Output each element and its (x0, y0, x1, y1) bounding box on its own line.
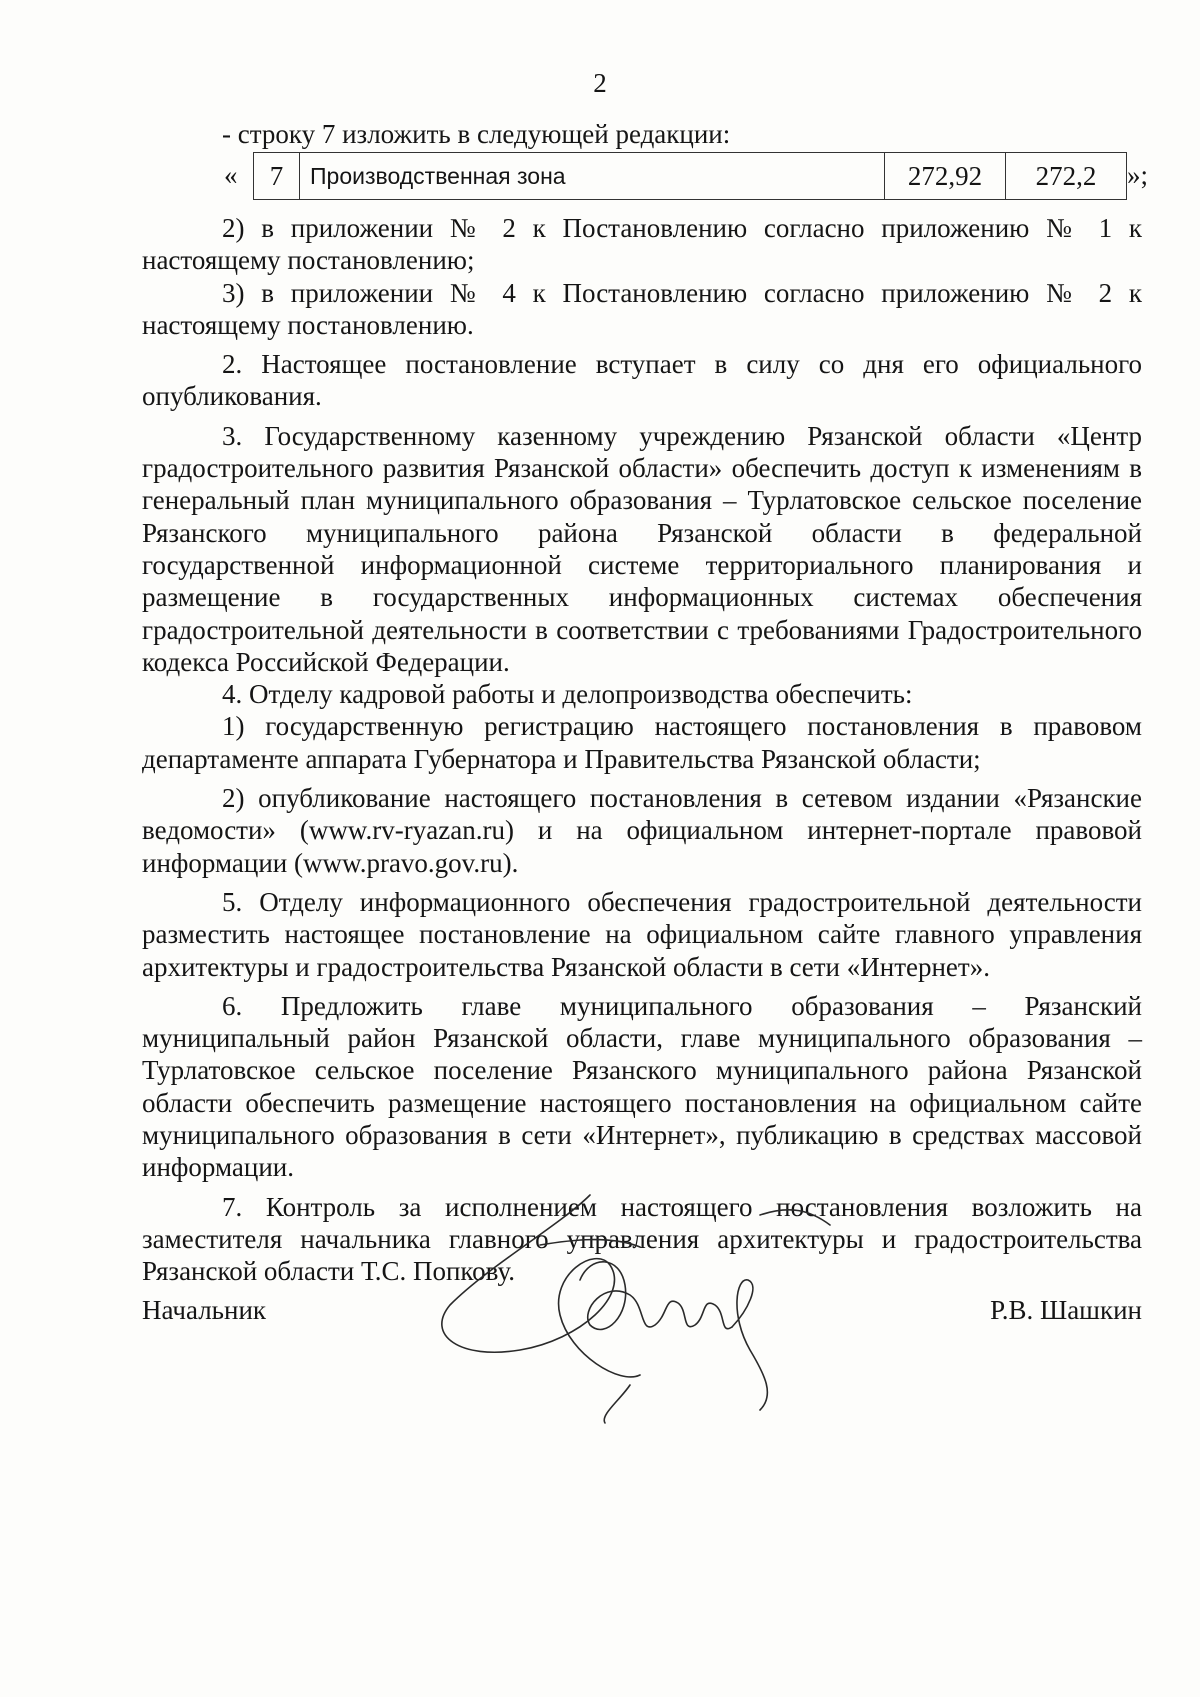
paragraph-2: 2. Настоящее постановление вступает в силу со дня его официального опубликования. (142, 349, 1142, 412)
zone-table (253, 152, 1127, 200)
page-number: 2 (593, 68, 607, 98)
paragraph-5: 5. Отделу информационного обеспечения градостроительной деятельности разместить настоящее постановление на официальном сайте главного управления архитектуры и градостроительства Рязанской области в сети «Интернет». (142, 886, 1142, 982)
paragraph-4-2: 2) опубликование настоящего постановления в сетевом издании «Рязанские ведомости» (www.rv-ryazan.ru) и на официальном интернет-портале правовой информации (www.pravo.gov.ru). (142, 783, 1142, 878)
paragraph-4-1: 1) государственную регистрацию настоящего постановления в правовом департаменте аппарата Губернатора и Правительства Рязанской области; (142, 711, 1142, 774)
signatory-name: Р.В. Шашкин (990, 1295, 1142, 1325)
paragraph-item-3: 3) в приложении № 4 к Постановлению согласно приложению № 2 к настоящему постановлению. (142, 277, 1142, 340)
value-cell-1: 272,92 (885, 153, 1006, 200)
intro-block (142, 118, 1142, 150)
zone-name-cell: Производственная зона (300, 153, 885, 200)
paragraph-6: 6. Предложить главе муниципального образования – Рязанский муниципальный район Рязанской области, главе муниципального образования – Турлатовское сельское поселение Рязанского муниципального района Рязанской области обеспечить размещение настоящего постановления на официальном сайте муниципального образования в сети «Интернет», публикацию в средствах массовой информации. (142, 990, 1142, 1183)
paragraph-4: 4. Отделу кадровой работы и делопроизводства обеспечить: (222, 679, 913, 710)
value-cell-2: 272,2 (1006, 153, 1127, 200)
body-text (142, 212, 1142, 1288)
handwritten-signature (430, 1185, 850, 1425)
table-row-amendment (142, 152, 1149, 200)
table-row (254, 153, 1127, 200)
open-quote: « (224, 160, 238, 190)
row-number-cell: 7 (254, 153, 300, 200)
close-quote: »; (1127, 160, 1149, 190)
paragraph-3: 3. Государственному казенному учреждению Рязанской области «Центр градостроительного развития Рязанской области» обеспечить доступ к изменениям в генеральный план муниципального образования – Турлатовское сельское поселение Рязанского муниципального района Рязанской области в федеральной государственной информационной системе территориального планирования и размещение в государственных информационных системах обеспечения градостроительной деятельности в соответствии с требованиями Градостроительного кодекса Российской Федерации. (142, 420, 1142, 677)
paragraph-item-2: 2) в приложении № 2 к Постановлению согласно приложению № 1 к настоящему постановлению; (142, 213, 1142, 276)
signatory-title: Начальник (142, 1295, 267, 1325)
paragraph-7: 7. Контроль за исполнением настоящего постановления возложить на заместителя начальника главного управления архитектуры и градостроительства Рязанской области Т.С. Попкову. (142, 1191, 1142, 1287)
intro-line: - строку 7 изложить в следующей редакции: (222, 119, 731, 149)
